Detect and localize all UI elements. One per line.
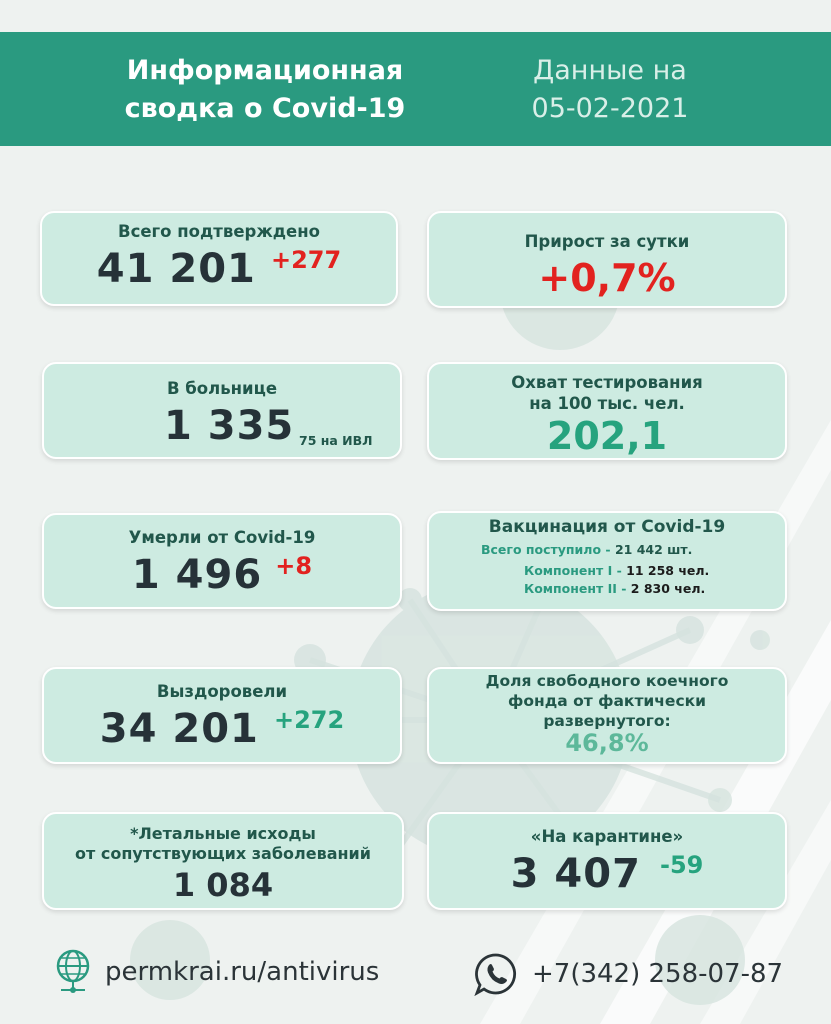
card-testing-title: Охват тестирования на 100 тыс. чел. <box>511 373 703 413</box>
card-deaths <box>42 513 402 609</box>
header-title: Информационная сводка о Covid-19 <box>124 55 406 124</box>
footer-phone[interactable] <box>474 952 783 996</box>
card-recovered-value: 34 201 <box>99 706 259 752</box>
card-recovered-title: Выздоровели <box>156 682 288 701</box>
card-deaths-title: Умерли от Covid-19 <box>128 528 316 547</box>
footer-phone-text[interactable]: +7(342) 258-07-87 <box>532 959 784 989</box>
card-growth-value: +0,7% <box>538 256 676 300</box>
card-deaths-value: 1 496 <box>131 552 263 598</box>
card-hospital-value: 1 335 <box>164 403 295 449</box>
card-deaths-delta: +8 <box>275 552 313 580</box>
card-hospital <box>42 362 402 459</box>
vaccination-received-line <box>429 542 785 557</box>
card-lethal-title: *Летальные исходы от сопутствующих заболеваний <box>75 824 371 863</box>
card-quarantine-title: «На карантине» <box>530 827 684 846</box>
vaccination-comp2-line <box>429 581 785 596</box>
card-beds-value: 46,8% <box>565 729 649 757</box>
vaccination-comp1-line <box>429 563 785 578</box>
card-lethal <box>42 812 404 910</box>
card-hospital-title: В больнице <box>166 379 278 398</box>
card-recovered <box>42 667 402 764</box>
card-quarantine-delta: -59 <box>660 851 704 879</box>
vaccination-comp2-label: Компонент II - <box>524 581 631 596</box>
vaccination-received-value: 21 442 шт. <box>614 542 693 557</box>
whatsapp-icon <box>474 952 518 996</box>
vaccination-comp2-value: 2 830 чел. <box>630 581 706 596</box>
footer-site-text[interactable]: permkrai.ru/antivirus <box>105 957 380 987</box>
card-recovered-delta: +272 <box>273 706 345 734</box>
vaccination-comp1-value: 11 258 чел. <box>626 563 710 578</box>
card-beds-title: Доля свободного коечного фонда от фактически развернутого: <box>485 672 729 730</box>
card-confirmed-value: 41 201 <box>96 246 256 292</box>
globe-icon <box>55 948 91 996</box>
vaccination-comp1-label: Компонент I - <box>524 563 627 578</box>
card-confirmed-title: Всего подтверждено <box>118 222 320 241</box>
card-growth <box>427 211 787 308</box>
card-quarantine-value: 3 407 <box>510 851 641 897</box>
card-confirmed-delta: +277 <box>270 246 342 274</box>
card-vaccination <box>427 511 787 611</box>
card-growth-title: Прирост за сутки <box>524 232 690 251</box>
vaccination-received-label: Всего поступило - <box>481 542 615 557</box>
footer-site[interactable] <box>55 948 379 996</box>
header-banner <box>0 32 831 146</box>
card-lethal-value: 1 084 <box>172 866 274 904</box>
card-hospital-note: 75 на ИВЛ <box>299 433 373 448</box>
header-date: Данные на 05-02-2021 <box>531 55 689 124</box>
card-quarantine <box>427 812 787 910</box>
card-testing-value: 202,1 <box>546 414 668 458</box>
card-beds <box>427 667 787 764</box>
card-testing <box>427 362 787 460</box>
card-confirmed <box>40 211 398 306</box>
card-vaccination-title: Вакцинация от Covid-19 <box>488 517 726 537</box>
